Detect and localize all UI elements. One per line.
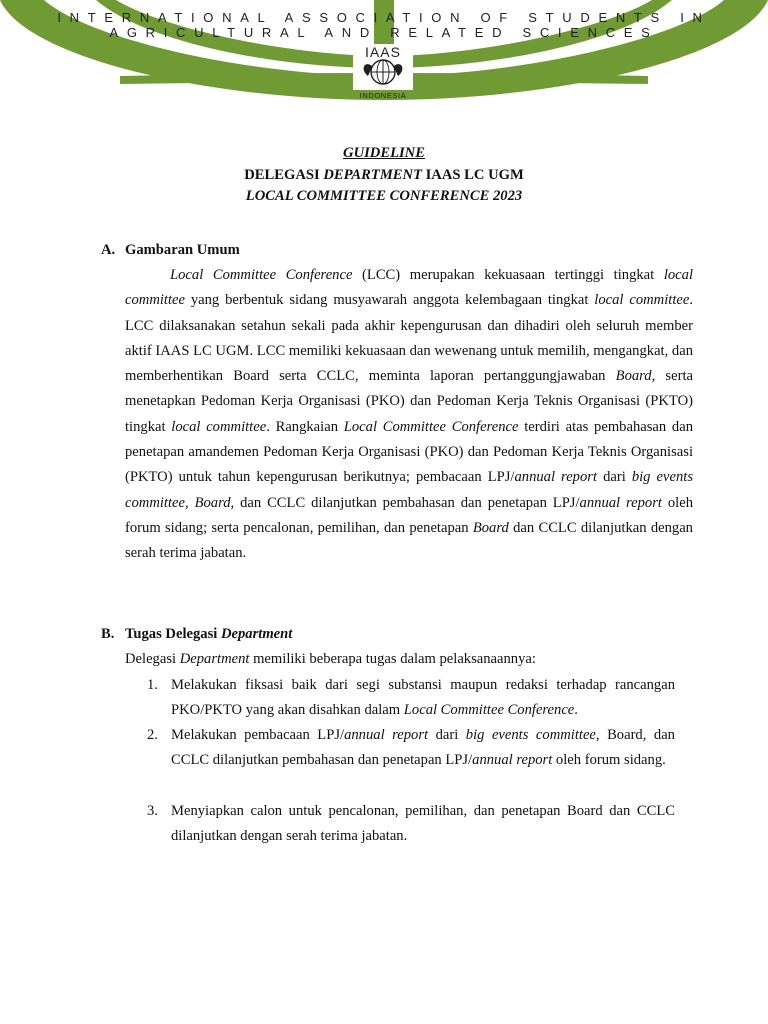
title-guideline-text: GUIDELINE: [343, 145, 425, 161]
section-b-title: Tugas Delegasi Department: [125, 626, 293, 642]
section-a-paragraph: Local Committee Conference (LCC) merupakan kekuasaan tertinggi tingkat local committee yang berbentuk sidang musyawarah anggota kelembagaan tingkat local committee. LCC dilaksanakan setahun sekali pada akhir kepengurusan dan dihadiri oleh seluruh member aktif IAAS LC UGM. LCC memiliki kekuasaan dan wewenang untuk memilih, mengangkat, dan memberhentikan Board serta CCLC, meminta laporan pertanggungjawaban Board, serta menetapkan Pedoman Kerja Organisasi (PKO) dan Pedoman Kerja Teknis Organisasi (PKTO) tingkat local committee. Rangkaian Local Committee Conference terdiri atas pembahasan dan penetapan amandemen Pedoman Kerja Organisasi (PKO) dan Pedoman Kerja Teknis Organisasi (PKTO) untuk tahun kepengurusan berikutnya; pembacaan LPJ/annual report dari big events committee, Board, dan CCLC dilanjutkan pembahasan dan penetapan LPJ/annual report oleh forum sidang; serta pencalonan, pemilihan, dan penetapan Board dan CCLC dilanjutkan dengan serah terima jabatan.: [125, 267, 693, 562]
task-number: 3.: [147, 803, 158, 819]
task-text: Melakukan fiksasi baik dari segi substansi maupun redaksi terhadap rancangan PKO/PKTO yang akan disahkan dalam Local Committee Conference.: [171, 677, 675, 719]
task-list: [125, 673, 675, 849]
section-b-heading: [101, 626, 292, 643]
section-b-letter: B.: [101, 626, 115, 642]
letterhead: [0, 0, 768, 118]
doc-title-conference: LOCAL COMMITTEE CONFERENCE 2023: [245, 188, 523, 204]
task-item: [125, 673, 675, 723]
section-a-heading: [101, 242, 240, 259]
task-number: 1.: [147, 677, 158, 693]
task-item: [125, 799, 675, 849]
doc-title-delegation: DELEGASI DEPARTMENT IAAS LC UGM: [244, 167, 524, 183]
task-text: Menyiapkan calon untuk pencalonan, pemilihan, dan penetapan Board dan CCLC dilanjutkan dengan serah terima jabatan.: [171, 803, 675, 845]
logo-country-label: INDONESIA: [359, 91, 407, 100]
doc-title-guideline: [0, 145, 768, 162]
iaas-logo-text: IAAS: [365, 44, 401, 60]
org-name-line-1: INTERNATIONAL ASSOCIATION OF STUDENTS IN: [57, 10, 711, 25]
section-b-intro: Delegasi Department memiliki beberapa tugas dalam pelaksanaannya:: [125, 651, 536, 667]
org-name-line-2: AGRICULTURAL AND RELATED SCIENCES: [109, 25, 659, 40]
section-a-letter: A.: [101, 242, 116, 258]
task-number: 2.: [147, 727, 158, 743]
task-text: Melakukan pembacaan LPJ/annual report dari big events committee, Board, dan CCLC dilanjutkan pembahasan dan penetapan LPJ/annual report oleh forum sidang.: [171, 727, 675, 769]
task-item: [125, 723, 675, 799]
section-a-title: Gambaran Umum: [125, 242, 240, 258]
